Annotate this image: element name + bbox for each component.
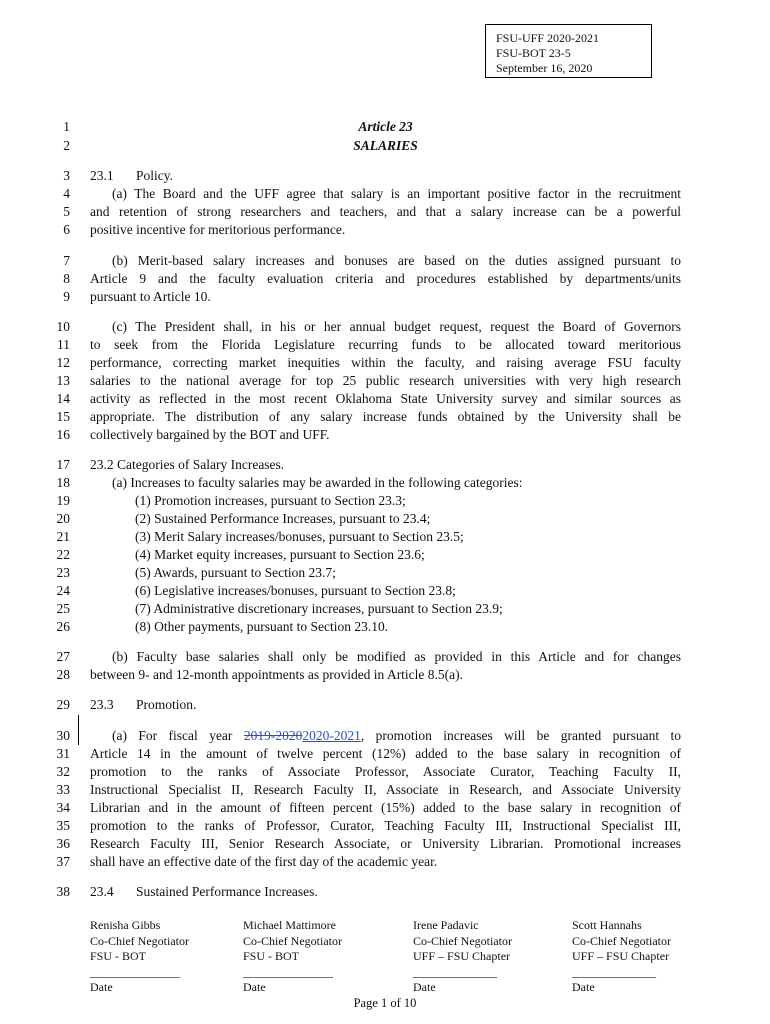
article-title: SALARIES bbox=[353, 138, 418, 153]
signer-role: Co-Chief Negotiator bbox=[243, 933, 342, 948]
line-number: 7 bbox=[63, 253, 70, 268]
line-number: 15 bbox=[56, 409, 70, 424]
body-line-with-revision: (a) For fiscal year 2019-20202020-2021, promotion increases will be granted pursuant to bbox=[112, 728, 682, 743]
body-line: (a) The Board and the UFF agree that salary is an important positive factor in the recruitment bbox=[112, 186, 681, 201]
body-line: activity as reflected in the most recent Oklahoma State University survey and similar sources as bbox=[90, 391, 681, 406]
body-line: (a) Increases to faculty salaries may be awarded in the following categories: bbox=[112, 475, 523, 490]
section-heading-23-4: 23.4 Sustained Performance Increases. bbox=[90, 884, 318, 899]
line-number: 14 bbox=[56, 391, 70, 406]
line-number: 12 bbox=[56, 355, 70, 370]
line-number: 2 bbox=[63, 138, 70, 153]
line-number: 38 bbox=[56, 884, 70, 899]
body-line: collectively bargained by the BOT and UFF. bbox=[90, 427, 330, 442]
line-number: 27 bbox=[56, 649, 70, 664]
body-line: to seek from the Florida Legislature recurring funds to be allocated toward meritorious bbox=[90, 337, 681, 352]
list-item: (6) Legislative increases/bonuses, pursuant to Section 23.8; bbox=[135, 583, 456, 598]
list-item: (2) Sustained Performance Increases, pursuant to 23.4; bbox=[135, 511, 431, 526]
line-number: 3 bbox=[63, 168, 70, 183]
line-number: 10 bbox=[56, 319, 70, 334]
body-line: positive incentive for meritorious performance. bbox=[90, 222, 346, 237]
signature-block bbox=[243, 918, 342, 996]
line-number: 35 bbox=[56, 818, 70, 833]
body-line: Librarian and in the amount of fifteen percent (15%) added to the base salary in recognition of bbox=[90, 800, 681, 815]
list-item: (5) Awards, pursuant to Section 23.7; bbox=[135, 565, 336, 580]
deleted-text: 2019-2020 bbox=[243, 728, 303, 743]
body-line: and retention of strong researchers and teachers, and that a salary increase can be a powerful bbox=[90, 204, 681, 219]
body-line: Research Faculty III, Senior Research Associate, or University Librarian. Promotional increases bbox=[90, 836, 681, 851]
page-number: Page 1 of 10 bbox=[353, 996, 417, 1010]
body-line: Article 9 and the faculty evaluation criteria and procedures established by departments/units bbox=[90, 271, 681, 286]
signer-name: Scott Hannahs bbox=[572, 918, 642, 932]
body-line: appropriate. The distribution of any salary increase funds obtained by the University shall be bbox=[90, 409, 681, 424]
line-number: 8 bbox=[63, 271, 70, 286]
line-number: 17 bbox=[56, 457, 70, 472]
signature-line: _______________ bbox=[243, 964, 333, 979]
line-number: 18 bbox=[56, 475, 70, 490]
body-line: (b) Merit-based salary increases and bonuses are based on the duties assigned pursuant to bbox=[112, 253, 681, 268]
line-number: 1 bbox=[63, 119, 70, 134]
header-agreement: FSU-UFF 2020-2021 bbox=[496, 31, 600, 45]
signature-block bbox=[413, 918, 512, 996]
signer-name: Irene Padavic bbox=[413, 918, 479, 932]
list-item: (4) Market equity increases, pursuant to Section 23.6; bbox=[135, 547, 425, 562]
signature-block bbox=[572, 918, 671, 996]
line-number: 36 bbox=[56, 836, 70, 851]
date-label: Date bbox=[572, 980, 595, 994]
date-label: Date bbox=[243, 980, 266, 994]
date-label: Date bbox=[90, 980, 113, 994]
signature-block bbox=[90, 918, 189, 996]
line-number: 26 bbox=[56, 619, 70, 634]
section-heading-23-3: 23.3 Promotion. bbox=[90, 697, 197, 712]
body-line: pursuant to Article 10. bbox=[90, 289, 211, 304]
list-item: (1) Promotion increases, pursuant to Section 23.3; bbox=[135, 493, 406, 508]
line-number: 13 bbox=[56, 373, 70, 388]
list-item: (7) Administrative discretionary increases, pursuant to Section 23.9; bbox=[135, 601, 503, 616]
signer-org: FSU - BOT bbox=[243, 949, 300, 963]
list-item: (8) Other payments, pursuant to Section 23.10. bbox=[135, 619, 389, 634]
body-line: Instructional Specialist II, Research Faculty II, Associate in Research, and Associate University bbox=[90, 782, 681, 797]
line-number: 30 bbox=[56, 728, 70, 743]
inserted-text: 2020-2021 bbox=[302, 728, 361, 743]
body-line: between 9- and 12-month appointments as provided in Article 8.5(a). bbox=[90, 667, 464, 682]
signer-name: Renisha Gibbs bbox=[90, 918, 161, 932]
header-date: September 16, 2020 bbox=[496, 61, 593, 75]
signer-org: UFF – FSU Chapter bbox=[413, 949, 511, 963]
line-number: 37 bbox=[56, 854, 70, 869]
body-line: Article 14 in the amount of twelve percent (12%) added to the base salary in recognition of bbox=[90, 746, 681, 761]
list-item: (3) Merit Salary increases/bonuses, pursuant to Section 23.5; bbox=[135, 529, 464, 544]
body-line: (c) The President shall, in his or her annual budget request, request the Board of Governors bbox=[112, 319, 681, 334]
line-number: 9 bbox=[63, 289, 70, 304]
body-line: salaries to the national average for top 25 public research universities with very high research bbox=[90, 373, 681, 388]
line-number: 23 bbox=[56, 565, 70, 580]
line-number: 20 bbox=[56, 511, 70, 526]
signer-role: Co-Chief Negotiator bbox=[572, 933, 671, 948]
change-bar bbox=[78, 715, 79, 745]
section-heading-23-2: 23.2 Categories of Salary Increases. bbox=[90, 457, 285, 472]
body-line: (b) Faculty base salaries shall only be modified as provided in this Article and for changes bbox=[112, 649, 681, 664]
line-number: 11 bbox=[57, 337, 70, 352]
line-number: 24 bbox=[56, 583, 70, 598]
body-line: promotion to the ranks of Associate Professor, Associate Curator, Teaching Faculty II, bbox=[90, 764, 681, 779]
header-box bbox=[485, 24, 652, 78]
signature-line: ______________ bbox=[572, 964, 656, 979]
line-number: 5 bbox=[63, 204, 70, 219]
line-number: 6 bbox=[63, 222, 70, 237]
line-number: 28 bbox=[56, 667, 70, 682]
line-number: 29 bbox=[56, 697, 70, 712]
body-line: promotion to the ranks of Professor, Curator, Teaching Faculty III, Instructional Specialist III, bbox=[90, 818, 681, 833]
signature-line: _______________ bbox=[90, 964, 180, 979]
section-heading-23-1: 23.1 Policy. bbox=[90, 168, 173, 183]
line-number: 16 bbox=[56, 427, 70, 442]
date-label: Date bbox=[413, 980, 436, 994]
signer-name: Michael Mattimore bbox=[243, 918, 336, 932]
line-number: 33 bbox=[56, 782, 70, 797]
line-number: 34 bbox=[56, 800, 70, 815]
signer-role: Co-Chief Negotiator bbox=[90, 933, 189, 948]
line-number: 22 bbox=[56, 547, 70, 562]
article-number: Article 23 bbox=[358, 119, 413, 134]
line-number: 21 bbox=[56, 529, 70, 544]
body-line: shall have an effective date of the first day of the academic year. bbox=[90, 854, 438, 869]
signer-org: FSU - BOT bbox=[90, 949, 147, 963]
line-number: 25 bbox=[56, 601, 70, 616]
line-number: 4 bbox=[63, 186, 70, 201]
line-number: 32 bbox=[56, 764, 70, 779]
signature-line: ______________ bbox=[413, 964, 497, 979]
line-number: 31 bbox=[56, 746, 70, 761]
signer-role: Co-Chief Negotiator bbox=[413, 933, 512, 948]
body-line: performance, correcting market inequities within the faculty, and raising average FSU faculty bbox=[90, 355, 681, 370]
signer-org: UFF – FSU Chapter bbox=[572, 949, 670, 963]
line-number: 19 bbox=[56, 493, 70, 508]
header-article-ref: FSU-BOT 23-5 bbox=[496, 46, 571, 60]
